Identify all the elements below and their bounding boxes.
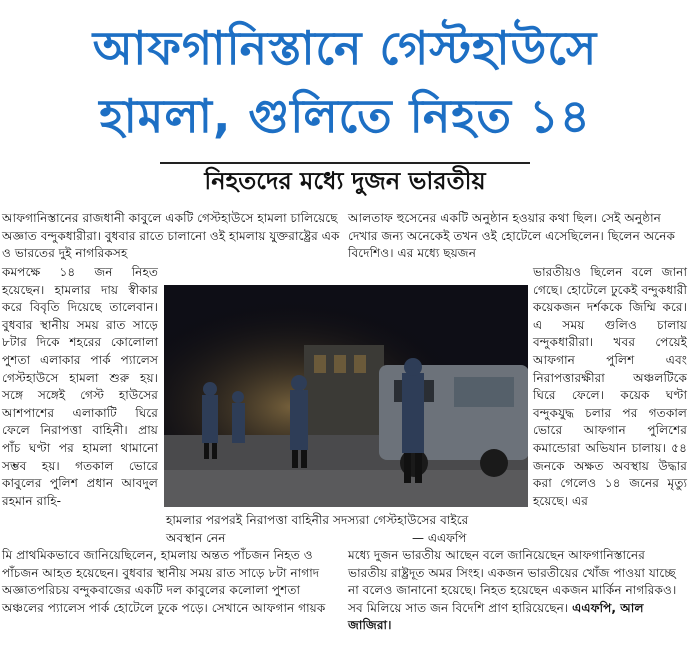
subheadline-block bbox=[160, 162, 530, 200]
article-right-top bbox=[348, 210, 686, 263]
article-paragraph: আলতাফ হুসেনের একটি অনুষ্ঠান হওয়ার কথা ছিল। সেই অনুষ্ঠান দেখার জন্য অনেকেই তখন ওই হোটেলে এসেছিলেন। ছিলেন অনেক বিদেশিও। এর মধ্যে ছয়জন bbox=[348, 211, 675, 261]
news-photo-illustration bbox=[164, 285, 528, 507]
article-paragraph: মি প্রাথমিকভাবে জানিয়েছিলেন, হামলায় অন্তত পাঁচজন নিহত ও পাঁচজন আহত হয়েছেন। বুধবার স্থানীয় সময় রাত সাড়ে ৮টা নাগাদ অজ্ঞাতপরিচয় বন্দুকবাজের একটি দল কাবুলের কলোলা পুশতা অঞ্চলের প্যালেস পার্ক হোটেলে ঢুকে পড়ে। সেখানে আফগান গায়ক bbox=[2, 548, 326, 615]
subheadline: নিহতদের মধ্যে দুজন ভারতীয় bbox=[204, 167, 486, 195]
headline-line-2: হামলা, গুলিতে নিহত ১৪ bbox=[99, 89, 591, 143]
headline bbox=[0, 14, 690, 150]
headline-line-1: আফগানিস্তানে গেস্টহাউসে bbox=[92, 21, 598, 75]
article-credit: এএফপি, আল জাজিরা। bbox=[348, 600, 644, 633]
news-photo bbox=[164, 285, 528, 507]
article-left-top bbox=[2, 210, 340, 263]
article-paragraph: কমপক্ষে ১৪ জন নিহত হয়েছেন। হামলার দায় স্বীকার করে বিবৃতি দিয়েছে তালেবান। বুধবার স্থানীয় সময় রাত সাড়ে ৮টার দিকে শহরের কোলোলা পুশতা এলাকার পার্ক প্যালেস গেস্টহাউসে হামলা শুরু হয়। সঙ্গে সঙ্গেই গেস্ট হাউসের আশপাশের এলাকাটি ঘিরে ফেলে নিরাপত্তা বাহিনী। প্রায় পাঁচ ঘণ্টা পর হামলা থামানো সম্ভব হয়। গতকাল ভোরে কাবুলের পুলিশ প্রধান আবদুল রহমান রাহি- bbox=[2, 265, 158, 508]
article-paragraph: ভারতীয়ও ছিলেন বলে জানা গেছে। হোটেলে ঢুকেই বন্দুকধারী কয়েকজন দর্শককে জিম্মি করে। এ সময় গুলিও চালায় বন্দুকধারীরা। খবর পেয়েই আফগান পুলিশ এবং নিরাপত্তারক্ষীরা অঞ্চলটিকে ঘিরে ফেলে। কয়েক ঘণ্টা বন্দুকযুদ্ধ চলার পর গতকাল ভোরে আফগান পুলিশের কমান্ডোরা অভিযান চালায়। ৫৪ জনকে অক্ষত অবস্থায় উদ্ধার করা গেলেও ১৪ জনের মৃত্যু হয়েছে। এর bbox=[533, 265, 687, 508]
article-paragraph: আফগানিস্তানের রাজধানী কাবুলে একটি গেস্টহাউসে হামলা চালিয়েছে অজ্ঞাত বন্দুকধারীরা। বুধবার রাতে চালানো ওই হামলায় যুক্তরাষ্ট্রের এক ও ভারতের দুই নাগরিকসহ bbox=[2, 211, 340, 261]
subheadline-rule bbox=[160, 162, 530, 164]
photo-credit: — এএফপি bbox=[412, 531, 467, 545]
article-left-bottom bbox=[2, 547, 338, 617]
article-right-bottom bbox=[348, 547, 686, 635]
photo-caption: হামলার পরপরই নিরাপত্তা বাহিনীর সদস্যরা গেস্টহাউসের বাইরে অবস্থান নেন bbox=[166, 513, 469, 545]
article-right-narrow bbox=[533, 264, 687, 510]
article-paragraph-text: মধ্যে দুজন ভারতীয় আছেন বলে জানিয়েছেন আফগানিস্তানের ভারতীয় রাষ্ট্রদূত অমর সিংহ। একজন ভারতীয়ের খোঁজ পাওয়া যাচ্ছে না বলেও জানানো হয়েছে। নিহত হয়েছেন একজন মার্কিন নাগরিকও। সব মিলিয়ে সাত জন বিদেশি প্রাণ হারিয়েছেন। bbox=[348, 548, 677, 615]
article-left-narrow bbox=[2, 264, 158, 510]
article-paragraph bbox=[348, 547, 686, 635]
